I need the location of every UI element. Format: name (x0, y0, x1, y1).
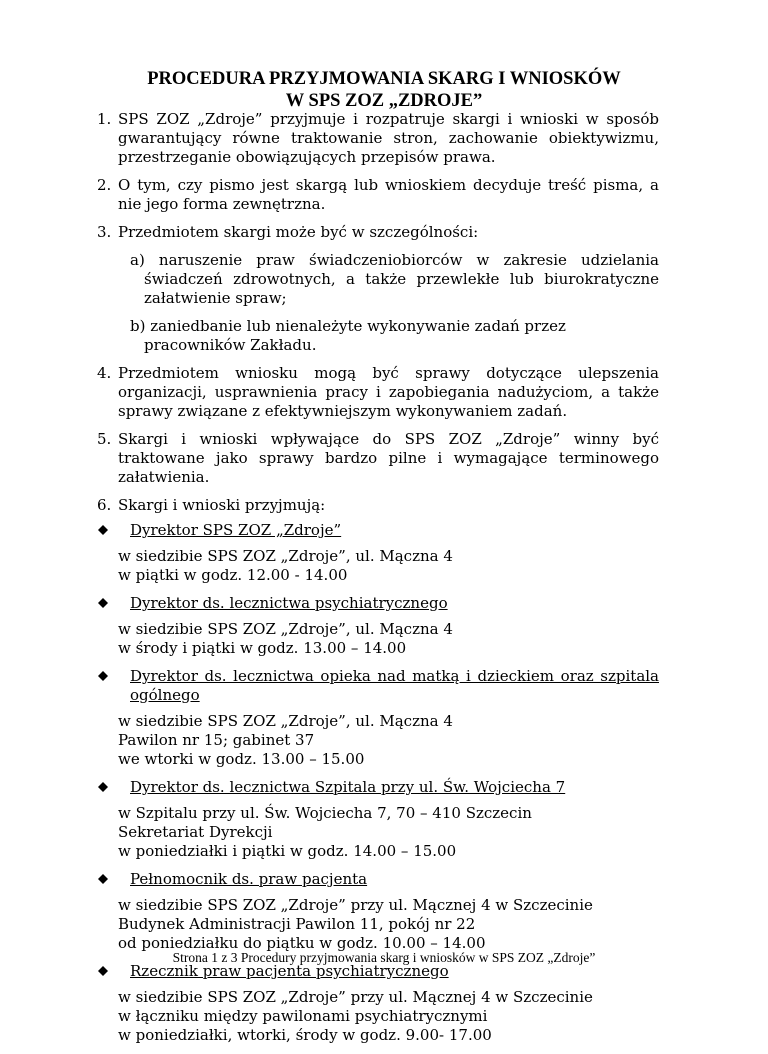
office-detail-line: w siedzibie SPS ZOZ „Zdroje”, ul. Mączna 4 (118, 547, 453, 565)
document-title-line-2: W SPS ZOZ „ZDROJE” (285, 91, 483, 111)
office-detail-line: Sekretariat Dyrekcji (118, 823, 273, 841)
office-detail-line: w środy i piątki w godz. 13.00 – 14.00 (118, 639, 407, 657)
office-entry-mother-child-director (0, 667, 659, 705)
list-text: SPS ZOZ „Zdroje” przyjmuje i rozpatruje skargi i wnioski w sposób gwarantujący równe traktowanie stron, zachowanie obiektywizmu, przestrzeganie obowiązujących przepisów prawa. (118, 110, 659, 166)
diamond-bullet-icon (98, 874, 108, 884)
list-text: O tym, czy pismo jest skargą lub wnioskiem decyduje treść pisma, a nie jego forma zewnętrzna. (118, 176, 659, 213)
sub-item-a (130, 251, 659, 308)
list-item-5 (0, 430, 659, 487)
list-text: Skargi i wnioski przyjmują: (118, 496, 326, 514)
office-heading: Dyrektor ds. lecznictwa Szpitala przy ul. Św. Wojciecha 7 (130, 778, 566, 796)
list-number: 1. (97, 110, 112, 128)
office-detail-line: w siedzibie SPS ZOZ „Zdroje”, ul. Mączna 4 (118, 620, 453, 638)
office-details (0, 896, 659, 953)
office-entry-director (0, 521, 659, 540)
office-detail-line: w poniedziałki, wtorki, środy w godz. 9.00- 17.00 (118, 1026, 492, 1044)
office-entry-psychiatric-director (0, 594, 659, 613)
office-heading: Dyrektor ds. lecznictwa opieka nad matką i dzieckiem oraz szpitala ogólnego (130, 667, 659, 704)
office-detail-line: w piątki w godz. 12.00 - 14.00 (118, 566, 348, 584)
office-detail-line: w łączniku między pawilonami psychiatrycznymi (118, 1007, 488, 1025)
sub-item-text: b) zaniedbanie lub nienależyte wykonywanie zadań przez pracowników Zakładu. (130, 317, 566, 354)
office-detail-line: Pawilon nr 15; gabinet 37 (118, 731, 315, 749)
list-text: Przedmiotem wniosku mogą być sprawy dotyczące ulepszenia organizacji, usprawnienia pracy i zapobiegania nadużyciom, a także sprawy związane z efektywniejszym wykonywaniem zadań. (118, 364, 659, 420)
office-heading: Dyrektor SPS ZOZ „Zdroje” (130, 521, 342, 539)
page-footer: Strona 1 z 3 Procedury przyjmowania skarg i wniosków w SPS ZOZ „Zdroje” (172, 950, 596, 965)
office-detail-line: od poniedziałku do piątku w godz. 10.00 – 14.00 (118, 934, 486, 952)
list-item-4 (0, 364, 659, 421)
office-detail-line: we wtorki w godz. 13.00 – 15.00 (118, 750, 365, 768)
list-item-1 (0, 110, 659, 167)
office-details (0, 988, 659, 1045)
office-detail-line: w siedzibie SPS ZOZ „Zdroje” przy ul. Mącznej 4 w Szczecinie (118, 988, 593, 1006)
procedure-list (0, 110, 768, 1054)
document-title-line-1: PROCEDURA PRZYJMOWANIA SKARG I WNIOSKÓW (147, 69, 621, 89)
list-item-2 (0, 176, 659, 214)
diamond-bullet-icon (98, 966, 108, 976)
office-entry-patient-rights-plenipotentiary (0, 870, 659, 889)
list-number: 3. (97, 223, 112, 241)
list-item-6 (0, 496, 659, 515)
list-number: 2. (97, 176, 112, 194)
office-details (0, 804, 659, 861)
office-heading: Rzecznik praw pacjenta psychiatrycznego (130, 962, 449, 980)
office-detail-line: w siedzibie SPS ZOZ „Zdroje” przy ul. Mącznej 4 w Szczecinie (118, 896, 593, 914)
office-detail-line: Budynek Administracji Pawilon 11, pokój nr 22 (118, 915, 476, 933)
office-heading: Pełnomocnik ds. praw pacjenta (130, 870, 368, 888)
office-detail-line: w Szpitalu przy ul. Św. Wojciecha 7, 70 – 410 Szczecin (118, 804, 532, 822)
diamond-bullet-icon (98, 782, 108, 792)
list-number: 4. (97, 364, 112, 382)
list-number: 5. (97, 430, 112, 448)
sub-item-b (130, 317, 650, 355)
diamond-bullet-icon (98, 671, 108, 681)
diamond-bullet-icon (98, 525, 108, 535)
office-detail-line: w siedzibie SPS ZOZ „Zdroje”, ul. Mączna 4 (118, 712, 453, 730)
list-text: Skargi i wnioski wpływające do SPS ZOZ „Zdroje” winny być traktowane jako sprawy bardzo pilne i wymagające terminowego załatwienia. (118, 430, 659, 486)
office-details (0, 712, 659, 769)
list-number: 6. (97, 496, 112, 514)
office-detail-line: w poniedziałki i piątki w godz. 14.00 – 15.00 (118, 842, 457, 860)
office-entry-st-wojciech-director (0, 778, 659, 797)
list-item-3 (0, 223, 659, 242)
list-text: Przedmiotem skargi może być w szczególności: (118, 223, 479, 241)
sub-item-text: a) naruszenie praw świadczeniobiorców w zakresie udzielania świadczeń zdrowotnych, a także przewlekłe lub biurokratyczne załatwienie spraw; (130, 251, 659, 307)
office-details (0, 620, 659, 658)
office-heading: Dyrektor ds. lecznictwa psychiatrycznego (130, 594, 448, 612)
diamond-bullet-icon (98, 598, 108, 608)
office-details (0, 547, 659, 585)
